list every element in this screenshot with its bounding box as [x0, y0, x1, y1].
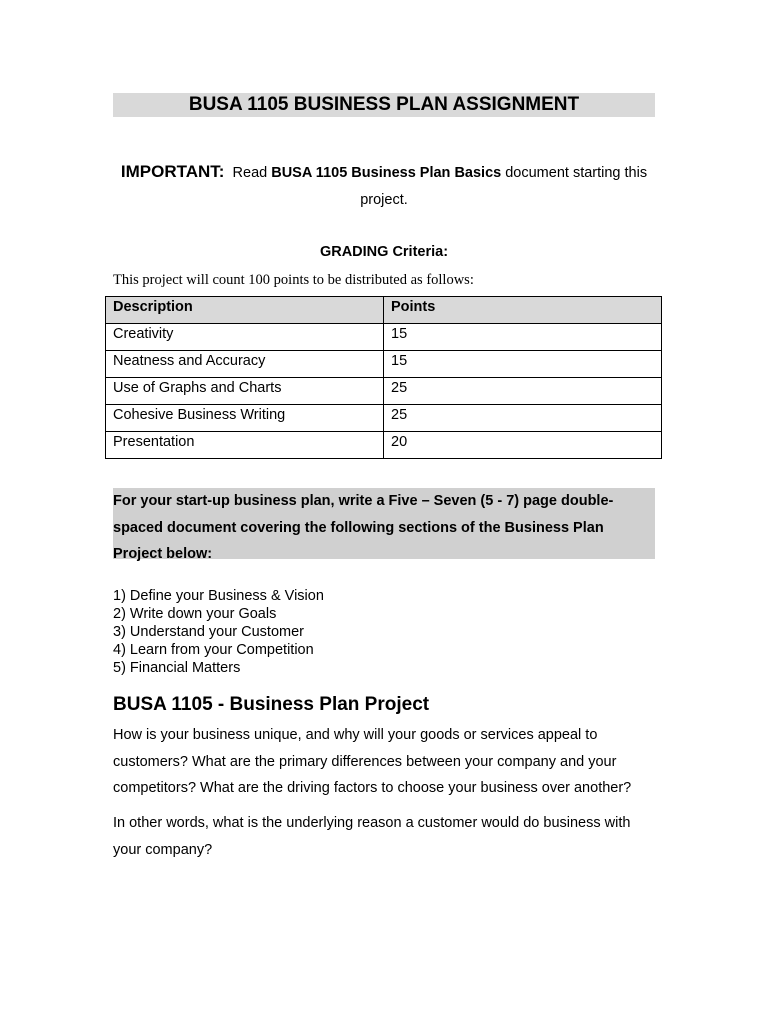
row-points: 15: [384, 351, 662, 378]
important-note: [113, 158, 655, 214]
important-label: IMPORTANT:: [120, 162, 225, 181]
table-row: [106, 378, 662, 405]
table-row: [106, 351, 662, 378]
grading-intro: This project will count 100 points to be distributed as follows:: [113, 272, 474, 288]
table-row: [106, 324, 662, 351]
row-points: 15: [384, 324, 662, 351]
paragraph-underlying-reason: In other words, what is the underlying reason a customer would do business with your company?: [113, 815, 631, 858]
row-points: 25: [384, 405, 662, 432]
row-description: Creativity: [106, 324, 384, 351]
list-item: 1) Define your Business & Vision: [113, 588, 324, 604]
important-rest: document starting this project.: [360, 165, 648, 208]
column-header-description: Description: [106, 297, 384, 324]
row-description: Presentation: [106, 432, 384, 459]
important-read: Read: [232, 165, 268, 181]
sections-list: [113, 587, 324, 677]
row-description: Use of Graphs and Charts: [106, 378, 384, 405]
document-title: BUSA 1105 BUSINESS PLAN ASSIGNMENT: [113, 93, 655, 117]
important-doc-name: BUSA 1105 Business Plan Basics: [271, 165, 502, 181]
instruction-box: For your start-up business plan, write a Five – Seven (5 - 7) page double-spaced document covering the following sections of the Business Plan Project below:: [113, 488, 655, 559]
list-item: 2) Write down your Goals: [113, 606, 277, 622]
grading-table: [105, 296, 662, 459]
grading-heading: GRADING Criteria:: [319, 244, 449, 260]
row-points: 20: [384, 432, 662, 459]
list-item: 3) Understand your Customer: [113, 624, 304, 640]
table-row: [106, 432, 662, 459]
row-description: Cohesive Business Writing: [106, 405, 384, 432]
row-points: 25: [384, 378, 662, 405]
project-heading: BUSA 1105 - Business Plan Project: [113, 694, 430, 715]
table-row: [106, 405, 662, 432]
column-header-points: Points: [384, 297, 662, 324]
table-header-row: [106, 297, 662, 324]
row-description: Neatness and Accuracy: [106, 351, 384, 378]
paragraph-uniqueness: How is your business unique, and why will your goods or services appeal to customers? What are the primary differences between your company and your competitors? What are the driving factors to choose your business over another?: [113, 727, 632, 796]
list-item: 5) Financial Matters: [113, 660, 241, 676]
list-item: 4) Learn from your Competition: [113, 642, 314, 658]
